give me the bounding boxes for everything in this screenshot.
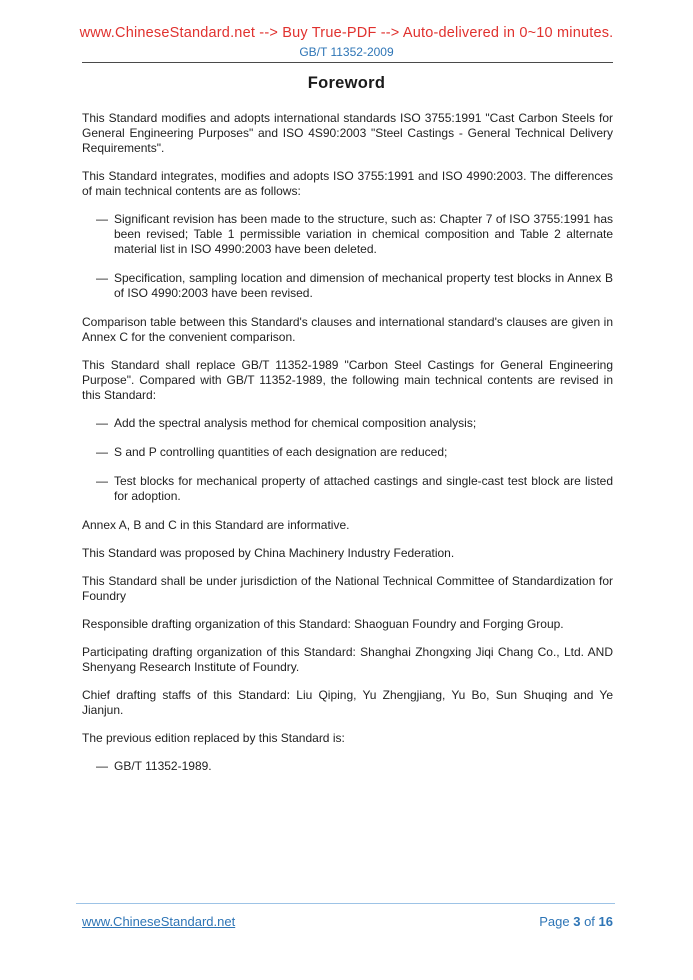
of-word: of (584, 914, 595, 929)
paragraph: This Standard shall be under jurisdiction of the National Technical Committee of Standardization for Foundry (82, 574, 613, 603)
standard-code: GB/T 11352-2009 (299, 45, 394, 59)
bullet-dash: — (96, 212, 108, 226)
paragraph: Annex A, B and C in this Standard are informative. (82, 518, 350, 532)
bullet-text: Significant revision has been made to the structure, such as: Chapter 7 of ISO 3755:1991 has been revised; Table 1 permissible variation in chemical composition and Table 2 alternate material list in ISO 4990:2003 have been deleted. (114, 212, 613, 256)
paragraph: This Standard shall replace GB/T 11352-1989 "Carbon Steel Castings for General Engineering Purpose". Compared with GB/T 11352-1989, the following main technical contents are revised in this Standard: (82, 358, 613, 402)
promo-banner: www.ChineseStandard.net --> Buy True-PDF --> Auto-delivered in 0~10 minutes. (79, 25, 614, 41)
page-total: 16 (598, 914, 613, 929)
paragraph: The previous edition replaced by this Standard is: (82, 731, 345, 745)
page-footer (82, 914, 613, 929)
bullet-text: Specification, sampling location and dimension of mechanical property test blocks in Annex B of ISO 4990:2003 have been revised. (114, 271, 613, 300)
paragraph: Responsible drafting organization of this Standard: Shaoguan Foundry and Forging Group. (82, 617, 564, 631)
bullet-item (82, 271, 613, 301)
bullet-text: GB/T 11352-1989. (114, 759, 212, 773)
bullet-item (82, 212, 613, 257)
bullet-item (82, 416, 613, 431)
bullet-item (82, 445, 613, 460)
bullet-dash: — (96, 474, 108, 488)
page-number: 3 (573, 914, 581, 929)
document-body (82, 111, 613, 788)
bullet-item (82, 759, 613, 774)
bullet-item (82, 474, 613, 504)
paragraph: This Standard integrates, modifies and adopts ISO 3755:1991 and ISO 4990:2003. The differences of main technical contents are as follows: (82, 169, 613, 198)
footer-divider (76, 903, 615, 904)
bullet-dash: — (96, 416, 108, 430)
page-header (0, 25, 693, 59)
paragraph: This Standard was proposed by China Machinery Industry Federation. (82, 546, 455, 560)
bullet-text: S and P controlling quantities of each designation are reduced; (114, 445, 448, 459)
paragraph: This Standard modifies and adopts international standards ISO 3755:1991 "Cast Carbon Steels for General Engineering Purposes" and ISO 4S90:2003 "Steel Castings - General Technical Delivery Requirements". (82, 111, 613, 155)
bullet-dash: — (96, 445, 108, 459)
bullet-dash: — (96, 759, 108, 773)
paragraph: Chief drafting staffs of this Standard: Liu Qiping, Yu Zhengjiang, Yu Bo, Sun Shuqing and Ye Jianjun. (82, 688, 613, 717)
bullet-text: Test blocks for mechanical property of attached castings and single-cast test block are listed for adoption. (114, 474, 613, 503)
bullet-dash: — (96, 271, 108, 285)
paragraph: Participating drafting organization of this Standard: Shanghai Zhongxing Jiqi Chang Co., Ltd. AND Shenyang Research Institute of Foundry. (82, 645, 613, 674)
site-link[interactable]: www.ChineseStandard.net (82, 914, 236, 929)
page-word: Page (539, 914, 570, 929)
page-title: Foreword (307, 74, 386, 92)
bullet-text: Add the spectral analysis method for chemical composition analysis; (114, 416, 477, 430)
paragraph: Comparison table between this Standard's clauses and international standard's clauses are given in Annex C for the convenient comparison. (82, 315, 613, 344)
header-divider (82, 62, 613, 63)
page-indicator (539, 914, 613, 929)
